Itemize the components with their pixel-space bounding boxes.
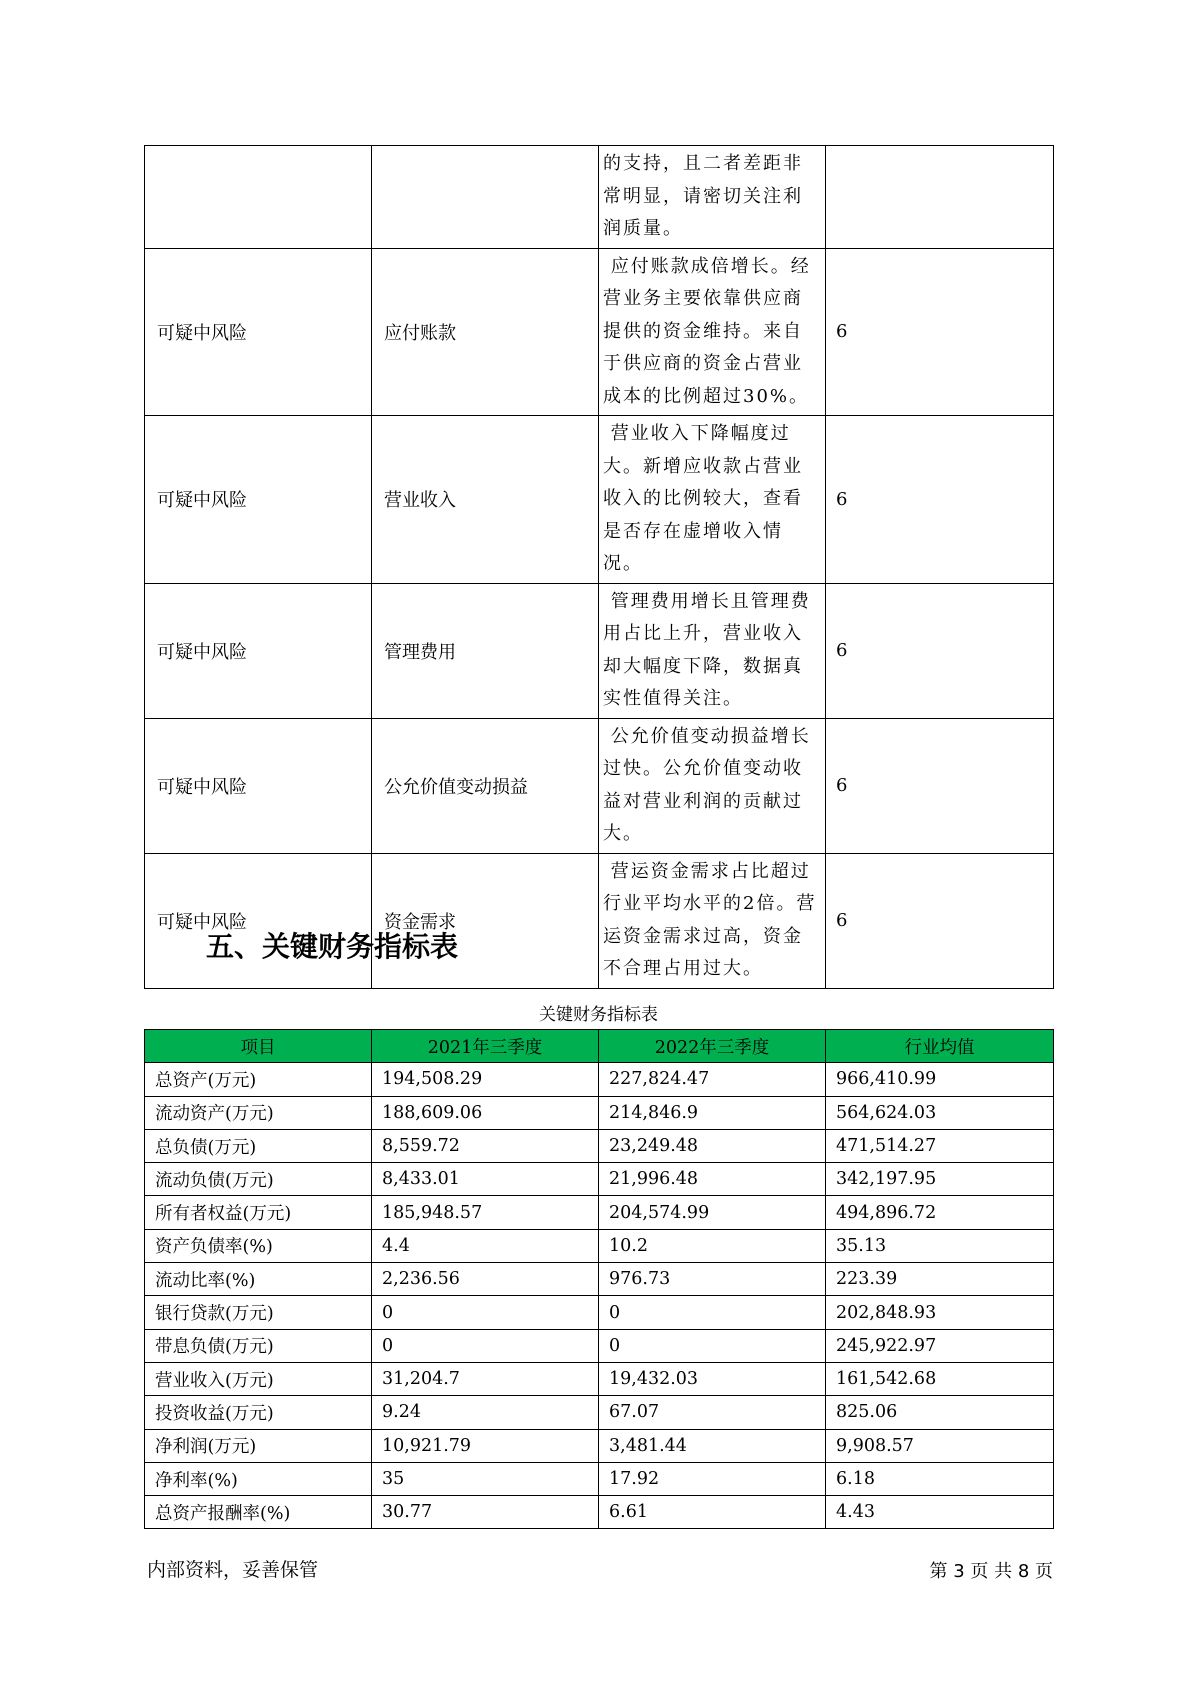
indicator-value-cell: 245,922.97 [826, 1329, 1054, 1362]
indicator-value-cell: 564,624.03 [826, 1096, 1054, 1129]
indicator-name-cell: 流动资产(万元) [145, 1096, 372, 1129]
indicator-name-cell: 总资产(万元) [145, 1063, 372, 1096]
indicator-value-cell: 31,204.7 [372, 1362, 599, 1395]
indicator-value-cell: 2,236.56 [372, 1263, 599, 1296]
indicator-value-cell: 8,559.72 [372, 1129, 599, 1162]
risk-level-cell [145, 146, 372, 249]
indicator-value-cell: 202,848.93 [826, 1296, 1054, 1329]
table-row [145, 146, 1054, 249]
indicator-name-cell: 流动负债(万元) [145, 1163, 372, 1196]
financial-indicators-table [144, 1029, 1054, 1529]
table-caption: 关键财务指标表 [539, 1005, 658, 1025]
table-row [145, 1196, 1054, 1229]
table-row [145, 1129, 1054, 1162]
risk-score-cell: 6 [826, 416, 1054, 584]
table-row [145, 718, 1054, 853]
risk-desc-cell: 营运资金需求占比超过行业平均水平的2倍。营运资金需求过高，资金不合理占用过大。 [599, 853, 826, 988]
indicator-value-cell: 185,948.57 [372, 1196, 599, 1229]
indicator-name-cell: 投资收益(万元) [145, 1396, 372, 1429]
indicator-value-cell: 8,433.01 [372, 1163, 599, 1196]
header-cell: 2021年三季度 [372, 1030, 599, 1063]
indicator-value-cell: 976.73 [599, 1263, 826, 1296]
risk-item-cell: 应付账款 [372, 248, 599, 416]
indicator-value-cell: 214,846.9 [599, 1096, 826, 1129]
section-heading: 五、关键财务指标表 [206, 930, 459, 963]
header-cell: 行业均值 [826, 1030, 1054, 1063]
indicator-name-cell: 带息负债(万元) [145, 1329, 372, 1362]
indicator-value-cell: 0 [599, 1329, 826, 1362]
indicator-value-cell: 6.18 [826, 1462, 1054, 1495]
indicator-value-cell: 494,896.72 [826, 1196, 1054, 1229]
indicator-value-cell: 30.77 [372, 1496, 599, 1529]
risk-score-cell: 6 [826, 583, 1054, 718]
indicator-value-cell: 4.4 [372, 1229, 599, 1262]
risk-score-cell: 6 [826, 853, 1054, 988]
risk-level-cell: 可疑中风险 [145, 718, 372, 853]
table-row [145, 1063, 1054, 1096]
table-row [145, 583, 1054, 718]
table-row [145, 248, 1054, 416]
risk-desc-cell: 营业收入下降幅度过大。新增应收款占营业收入的比例较大，查看是否存在虚增收入情况。 [599, 416, 826, 584]
indicator-value-cell: 3,481.44 [599, 1429, 826, 1462]
risk-level-cell: 可疑中风险 [145, 248, 372, 416]
page-number: 第 3 页 共 8 页 [929, 1561, 1053, 1582]
table-row [145, 1096, 1054, 1129]
table-header-row [145, 1030, 1054, 1063]
indicator-value-cell: 17.92 [599, 1462, 826, 1495]
table-row [145, 1229, 1054, 1262]
risk-desc-cell: 管理费用增长且管理费用占比上升，营业收入却大幅度下降，数据真实性值得关注。 [599, 583, 826, 718]
indicator-name-cell: 所有者权益(万元) [145, 1196, 372, 1229]
indicator-value-cell: 471,514.27 [826, 1129, 1054, 1162]
risk-item-cell: 管理费用 [372, 583, 599, 718]
indicator-value-cell: 825.06 [826, 1396, 1054, 1429]
indicator-value-cell: 19,432.03 [599, 1362, 826, 1395]
table-row [145, 1329, 1054, 1362]
footer-confidential-note: 内部资料，妥善保管 [147, 1559, 319, 1581]
risk-item-cell [372, 146, 599, 249]
indicator-value-cell: 161,542.68 [826, 1362, 1054, 1395]
indicator-value-cell: 227,824.47 [599, 1063, 826, 1096]
indicator-name-cell: 营业收入(万元) [145, 1362, 372, 1395]
table-row [145, 1396, 1054, 1429]
indicator-name-cell: 净利率(%) [145, 1462, 372, 1495]
table-row [145, 1462, 1054, 1495]
indicator-name-cell: 总资产报酬率(%) [145, 1496, 372, 1529]
risk-item-cell: 营业收入 [372, 416, 599, 584]
indicator-value-cell: 21,996.48 [599, 1163, 826, 1196]
indicator-value-cell: 0 [372, 1329, 599, 1362]
table-row [145, 1429, 1054, 1462]
header-cell: 2022年三季度 [599, 1030, 826, 1063]
indicator-value-cell: 6.61 [599, 1496, 826, 1529]
indicator-value-cell: 4.43 [826, 1496, 1054, 1529]
table-row [145, 1296, 1054, 1329]
indicator-value-cell: 0 [599, 1296, 826, 1329]
indicator-name-cell: 流动比率(%) [145, 1263, 372, 1296]
risk-table [144, 145, 1054, 989]
indicator-value-cell: 9.24 [372, 1396, 599, 1429]
risk-item-cell: 公允价值变动损益 [372, 718, 599, 853]
indicator-name-cell: 银行贷款(万元) [145, 1296, 372, 1329]
indicator-value-cell: 67.07 [599, 1396, 826, 1429]
risk-desc-cell: 的支持，且二者差距非常明显，请密切关注利润质量。 [599, 146, 826, 249]
risk-level-cell: 可疑中风险 [145, 583, 372, 718]
indicator-value-cell: 194,508.29 [372, 1063, 599, 1096]
indicator-value-cell: 10.2 [599, 1229, 826, 1262]
table-row [145, 1263, 1054, 1296]
risk-desc-cell: 应付账款成倍增长。经营业务主要依靠供应商提供的资金维持。来自于供应商的资金占营业成本的比例超过30%。 [599, 248, 826, 416]
table-row [145, 853, 1054, 988]
indicator-value-cell: 966,410.99 [826, 1063, 1054, 1096]
table-row [145, 416, 1054, 584]
indicator-value-cell: 35.13 [826, 1229, 1054, 1262]
risk-score-cell: 6 [826, 718, 1054, 853]
risk-score-cell [826, 146, 1054, 249]
indicator-value-cell: 204,574.99 [599, 1196, 826, 1229]
table-row [145, 1496, 1054, 1529]
table-row [145, 1362, 1054, 1395]
indicator-name-cell: 净利润(万元) [145, 1429, 372, 1462]
indicator-value-cell: 23,249.48 [599, 1129, 826, 1162]
header-cell: 项目 [145, 1030, 372, 1063]
indicator-name-cell: 资产负债率(%) [145, 1229, 372, 1262]
risk-score-cell: 6 [826, 248, 1054, 416]
risk-item-cell: 资金需求 [372, 853, 599, 988]
table-row [145, 1163, 1054, 1196]
indicator-value-cell: 223.39 [826, 1263, 1054, 1296]
risk-desc-cell: 公允价值变动损益增长过快。公允价值变动收益对营业利润的贡献过大。 [599, 718, 826, 853]
indicator-value-cell: 188,609.06 [372, 1096, 599, 1129]
indicator-value-cell: 35 [372, 1462, 599, 1495]
indicator-value-cell: 342,197.95 [826, 1163, 1054, 1196]
risk-level-cell: 可疑中风险 [145, 853, 372, 988]
indicator-value-cell: 10,921.79 [372, 1429, 599, 1462]
indicator-name-cell: 总负债(万元) [145, 1129, 372, 1162]
indicator-value-cell: 9,908.57 [826, 1429, 1054, 1462]
risk-level-cell: 可疑中风险 [145, 416, 372, 584]
indicator-value-cell: 0 [372, 1296, 599, 1329]
